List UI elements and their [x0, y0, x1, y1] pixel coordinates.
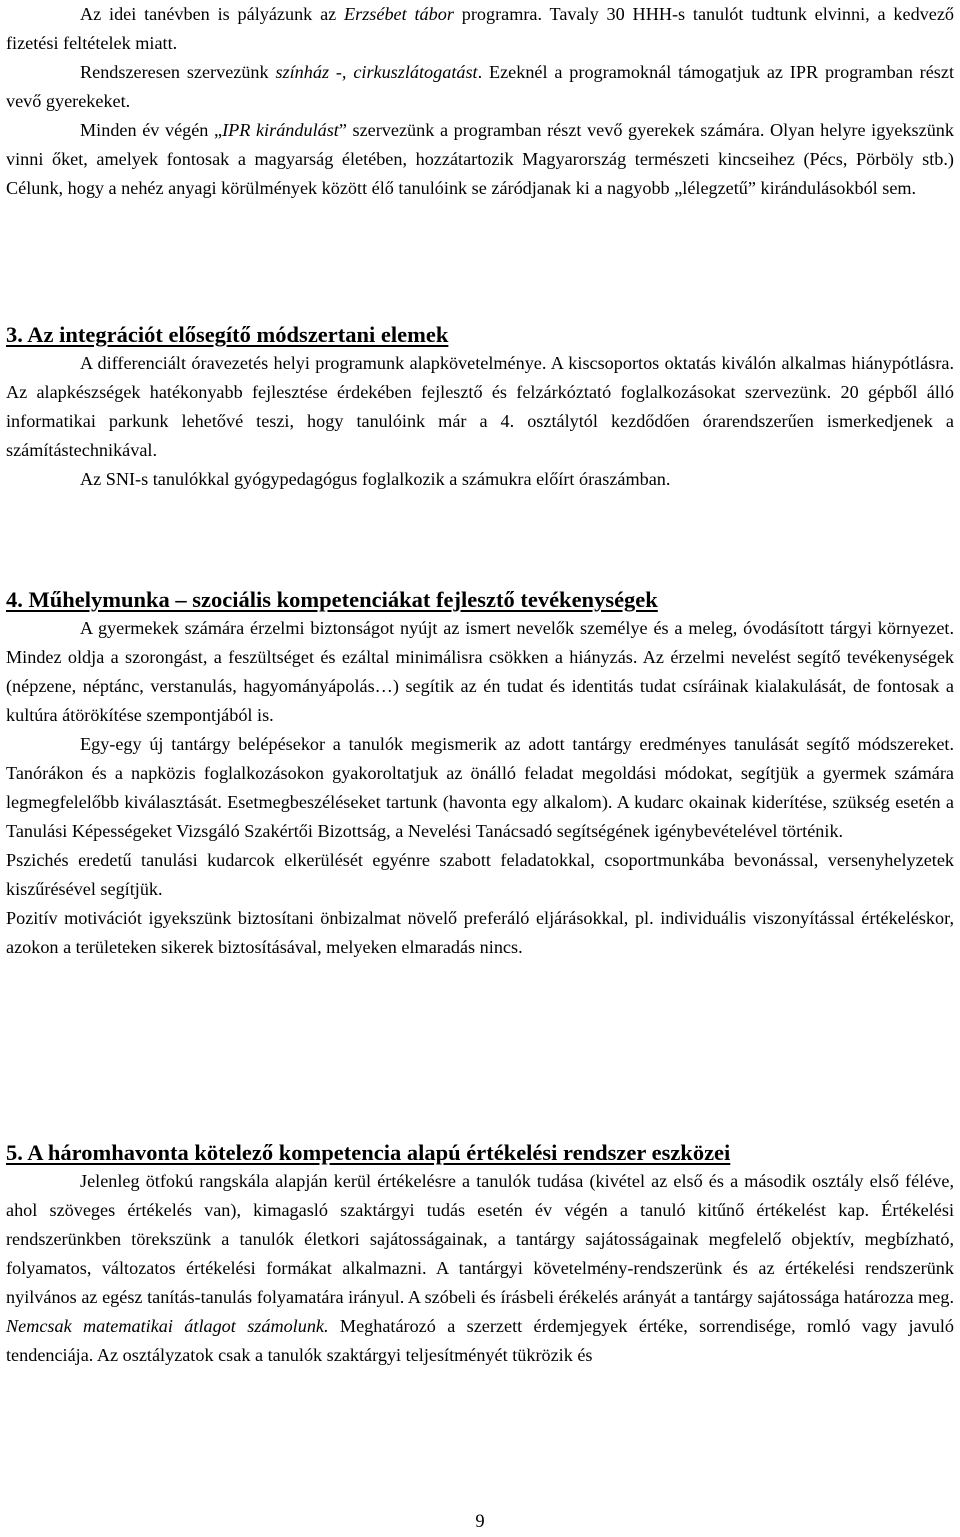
page-number: 9 — [475, 1512, 485, 1532]
intro-section — [6, 0, 954, 203]
paragraph-erzsebet — [6, 0, 954, 58]
section-3-body — [6, 349, 954, 494]
italic-run: IPR kirándulást — [222, 120, 339, 140]
section-3-heading: 3. Az integrációt elősegítő módszertani elemek — [6, 322, 449, 347]
section-3 — [6, 320, 954, 494]
text-run: A gyermekek számára érzelmi biztonságot nyújt az ismert nevelők személye és a meleg, óvodásított tárgyi környezet. Mindez oldja a szorongást, a feszültséget és ezáltal minimálisra csökken a hiányzás. Az érzelmi nevelést segítő tevékenységek (népzene, néptánc, verstanulás, hagyományápolás…) segítik az én tudat és identitás tudat csíráinak kialakulását, de fontosak a kultúra átörökítése szempontjából is. — [6, 618, 954, 725]
section-5 — [6, 1138, 954, 1370]
text-run: Az SNI-s tanulókkal gyógypedagógus foglalkozik a számukra előírt óraszámban. — [80, 469, 671, 489]
paragraph-erzelmi — [6, 614, 954, 730]
paragraph-pszich — [6, 846, 954, 904]
paragraph-otfoku — [6, 1167, 954, 1370]
italic-run: színház -, cirkuszlátogatást — [275, 62, 478, 82]
text-run: Az idei tanévben is pályázunk az — [80, 4, 345, 24]
text-run: ” szervezünk a programban részt vevő gyerekek számára. Olyan helyre igyekszünk vinni őket, amelyek fontosak a magyarság életében, hozzátartozik Magyarország természeti kincseihez (Pécs, Pörböly stb.) Célunk, hogy a nehéz anyagi körülmények között élő tanulóink se záródjanak ki a nagyobb „lélegzetű” kirándulásokból sem. — [6, 120, 954, 198]
section-5-body — [6, 1167, 954, 1370]
paragraph-differencialt — [6, 349, 954, 465]
text-run: . Ezeknél a programoknál támogatjuk az IPR programban részt vevő gyerekeket. — [6, 62, 954, 111]
text-run: Pszichés eredetű tanulási kudarcok elkerülését egyénre szabott feladatokkal, csoportmunkába bevonással, versenyhelyzetek kiszűrésével segítjük. — [6, 850, 954, 899]
italic-run: Nemcsak matematikai átlagot számolunk. — [6, 1316, 329, 1336]
text-run: Meghatározó a szerzett érdemjegyek értéke, sorrendisége, romló vagy javuló tendenciája. Az osztályzatok csak a tanulók szaktárgyi teljesítményét tükrözik és — [6, 1316, 954, 1365]
paragraph-szinhaz — [6, 58, 954, 116]
text-run: Rendszeresen szervezünk — [80, 62, 276, 82]
section-4 — [6, 585, 954, 962]
text-run: Minden év végén „ — [80, 120, 223, 140]
section-5-heading: 5. A háromhavonta kötelező kompetencia alapú értékelési rendszer eszközei — [6, 1140, 731, 1165]
italic-run: Erzsébet tábor — [344, 4, 454, 24]
paragraph-sni — [6, 465, 954, 494]
paragraph-motivacio — [6, 904, 954, 962]
text-run: Jelenleg ötfokú rangskála alapján kerül értékelésre a tanulók tudása (kivétel az első és a második osztály első féléve, ahol szöveges értékelés van), kimagasló szaktárgyi tudás esetén év végén a tanuló kitűnő értékelést kap. Értékelési rendszerünkben törekszünk a tanulók életkori sajátosságainak, a tantárgy sajátosságainak megfelelő objektív, megbízható, folyamatos, változatos értékelési formákat alkalmazni. A tantárgyi követelmény-rendszerünk és az értékelési rendszerünk nyilvános az egész tanítás-tanulás folyamatára irányul. A szóbeli és írásbeli érékelés arányát a tantárgy sajátossága határozza meg. — [6, 1171, 954, 1307]
text-run: Pozitív motivációt igyekszünk biztosítani önbizalmat növelő preferáló eljárásokkal, pl. individuális viszonyítással értékeléskor, azokon a területeken sikerek biztosításával, melyeken elmaradás nincs. — [6, 908, 954, 957]
paragraph-kirandulas — [6, 116, 954, 203]
section-4-heading: 4. Műhelymunka – szociális kompetenciákat fejlesztő tevékenységek — [6, 587, 658, 612]
section-4-body — [6, 614, 954, 962]
text-run: Egy-egy új tantárgy belépésekor a tanulók megismerik az adott tantárgy eredményes tanulását segítő módszereket. Tanórákon és a napközis foglalkozásokon gyakoroltatjuk az önálló feladat megoldási módokat, segítjük a gyermek számára legmegfelelőbb kiválasztását. Esetmegbeszéléseket tartunk (havonta egy alkalom). A kudarc okainak kiderítése, szükség esetén a Tanulási Képességeket Vizsgáló Szakértői Bizottság, a Nevelési Tanácsadó segítségének igénybevételével történik. — [6, 734, 954, 841]
text-run: programra. Tavaly 30 HHH-s tanulót tudtunk elvinni, a kedvező fizetési feltételek miatt. — [6, 4, 954, 53]
text-run: A differenciált óravezetés helyi programunk alapkövetelménye. A kiscsoportos oktatás kiválón alkalmas hiánypótlásra. Az alapkészségek hatékonyabb fejlesztése érdekében fejlesztő és felzárkóztató foglalkozásokat szervezünk. 20 gépből álló informatikai parkunk lehetővé teszi, hogy tanulóink már a 4. osztálytól kezdődően órarendszerűen ismerkedjenek a számítástechnikával. — [6, 353, 954, 460]
paragraph-tantargy — [6, 730, 954, 846]
